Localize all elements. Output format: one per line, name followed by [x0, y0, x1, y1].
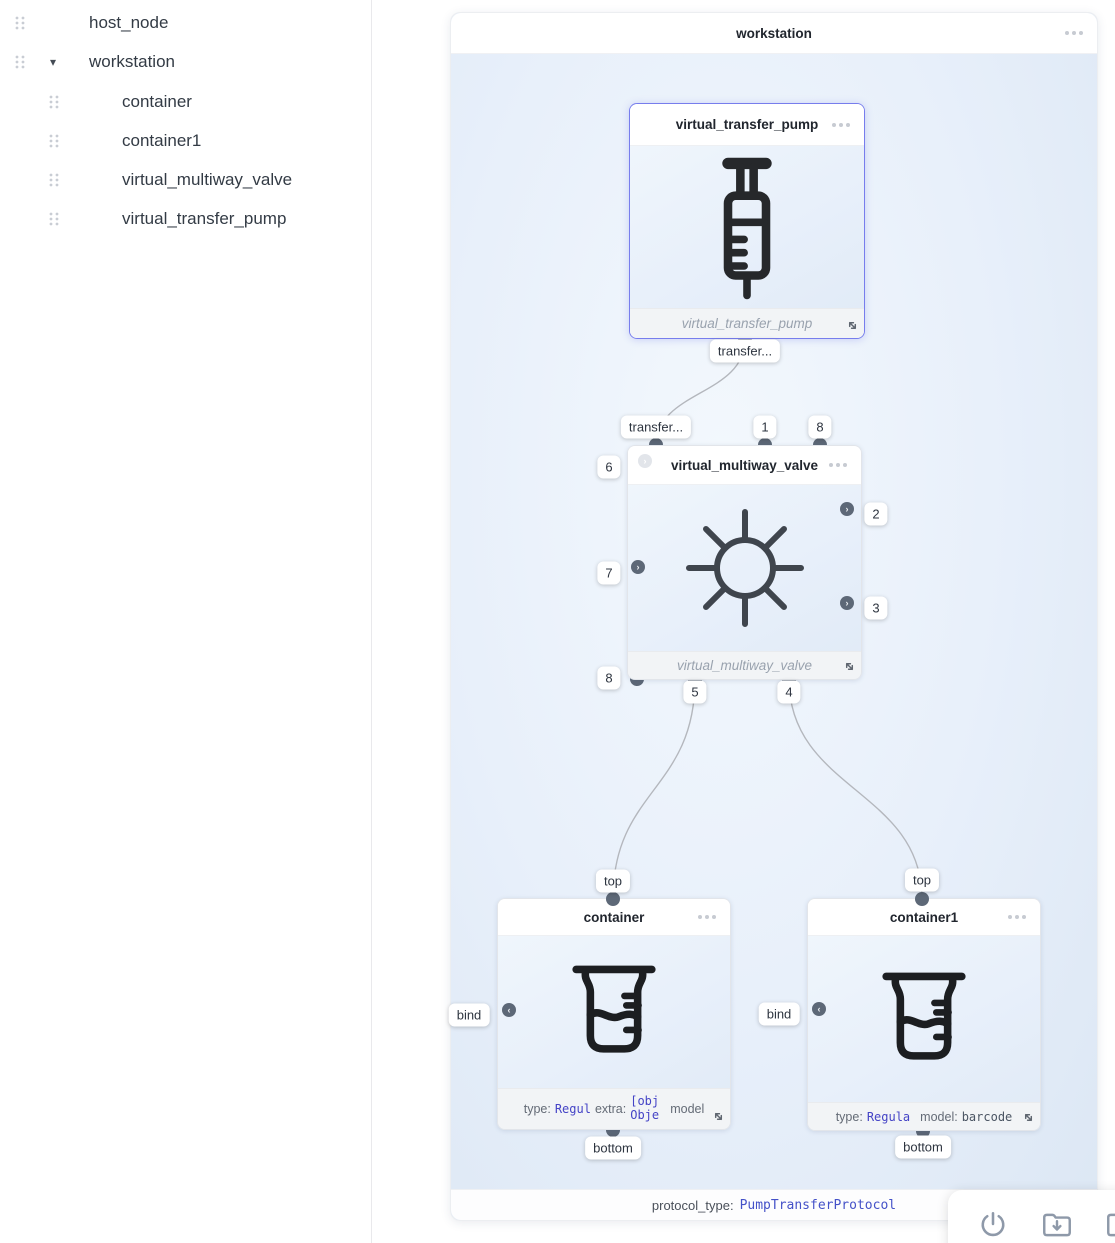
drag-handle-icon[interactable]	[14, 15, 26, 31]
pump-subtitle: virtual_transfer_pump	[681, 316, 813, 331]
tree-item-label[interactable]: workstation	[89, 52, 175, 71]
resize-diagonal-icon[interactable]	[846, 319, 859, 332]
valve-right-2-handle[interactable]: ›	[840, 502, 854, 516]
folder-export-icon	[1104, 1209, 1115, 1241]
port-label-container1-bottom: bottom	[895, 1136, 951, 1159]
container-bind-handle[interactable]: ‹	[502, 1003, 516, 1017]
pump-title: virtual_transfer_pump	[675, 117, 819, 132]
pump-body	[630, 145, 864, 310]
model-label: model	[670, 1102, 705, 1116]
model-label: model:	[920, 1109, 958, 1124]
tree-item-label[interactable]: virtual_multiway_valve	[122, 170, 293, 189]
port-label-valve-1: 1	[753, 416, 776, 439]
port-label-container-top: top	[596, 870, 630, 893]
container-top-handle[interactable]	[606, 892, 620, 906]
drag-handle-icon[interactable]	[48, 172, 60, 188]
pump-header	[630, 104, 864, 146]
tree-item-label[interactable]: container1	[122, 131, 202, 150]
ellipsis-menu-icon[interactable]	[1008, 915, 1026, 919]
ellipsis-menu-icon[interactable]	[698, 915, 716, 919]
port-label-valve-2: 2	[864, 503, 887, 526]
resize-diagonal-icon[interactable]	[1022, 1111, 1035, 1124]
drag-handle-icon[interactable]	[48, 211, 60, 227]
port-label-container-bottom: bottom	[585, 1137, 641, 1160]
syringe-icon	[699, 152, 795, 304]
port-label-valve-7: 7	[597, 562, 620, 585]
valve-footer	[628, 651, 861, 679]
node-virtual-transfer-pump[interactable]	[629, 103, 865, 339]
sidebar-tree	[0, 0, 372, 1243]
workstation-title: workstation	[736, 25, 812, 41]
container-fields	[498, 1095, 730, 1123]
resize-diagonal-icon[interactable]	[843, 660, 856, 673]
port-label-container1-bind: bind	[759, 1003, 800, 1026]
tree-item-virtual-multiway-valve[interactable]	[0, 165, 371, 195]
type-label: type:	[523, 1102, 551, 1116]
power-button[interactable]	[976, 1208, 1010, 1242]
power-icon	[977, 1209, 1009, 1241]
drag-handle-icon[interactable]	[48, 133, 60, 149]
port-label-valve-8-bottom: 8	[597, 667, 620, 690]
drag-handle-icon[interactable]	[14, 54, 26, 70]
type-value: Regul	[554, 1102, 591, 1116]
model-value: barcode	[961, 1109, 1013, 1124]
folder-download-icon	[1040, 1209, 1074, 1241]
port-label-container-bind: bind	[449, 1004, 490, 1027]
container1-body	[808, 935, 1040, 1103]
pump-footer	[630, 308, 864, 338]
type-label: type:	[835, 1109, 863, 1124]
valve-header-port-handle[interactable]: ›	[638, 454, 652, 468]
extra-label: extra:	[594, 1102, 627, 1116]
import-button[interactable]	[1040, 1208, 1074, 1242]
canvas-toolbar	[948, 1190, 1115, 1243]
port-label-valve-5: 5	[683, 681, 706, 704]
container-title: container	[583, 909, 645, 925]
container1-title: container1	[889, 909, 959, 925]
port-label-container1-top: top	[905, 869, 939, 892]
port-label-valve-8-top: 8	[808, 416, 831, 439]
container-body	[498, 935, 730, 1089]
node-container1[interactable]	[807, 898, 1041, 1131]
port-label-valve-3: 3	[864, 597, 887, 620]
ellipsis-menu-icon[interactable]	[1065, 31, 1083, 35]
protocol-type-label: protocol_type:	[651, 1197, 734, 1213]
node-virtual-multiway-valve[interactable]	[627, 445, 862, 680]
valve-subtitle: virtual_multiway_valve	[676, 658, 813, 673]
type-value: Regula	[866, 1109, 911, 1124]
port-label-valve-transfer: transfer...	[621, 416, 691, 439]
resize-diagonal-icon[interactable]	[712, 1110, 725, 1123]
tree-item-container[interactable]	[0, 87, 371, 117]
tree-item-container1[interactable]	[0, 126, 371, 156]
port-label-pump-transfer: transfer...	[710, 340, 780, 363]
valve-body	[628, 484, 861, 652]
container1-footer	[808, 1102, 1040, 1130]
container1-bind-handle[interactable]: ‹	[812, 1002, 826, 1016]
container1-top-handle[interactable]	[915, 892, 929, 906]
tree-item-label[interactable]: virtual_transfer_pump	[122, 209, 287, 228]
export-button[interactable]	[1104, 1208, 1115, 1242]
valve-header	[628, 446, 861, 485]
port-label-valve-6: 6	[597, 456, 620, 479]
container-footer	[498, 1088, 730, 1129]
tree-item-label[interactable]: container	[122, 92, 192, 111]
drag-handle-icon[interactable]	[48, 94, 60, 110]
container1-fields	[808, 1110, 1040, 1124]
beaker-icon	[564, 960, 664, 1064]
tree-item-host-node[interactable]	[0, 8, 371, 38]
tree-item-virtual-transfer-pump[interactable]	[0, 204, 371, 234]
valve-left-7-handle[interactable]: ›	[631, 560, 645, 574]
tree-item-workstation[interactable]	[0, 47, 371, 77]
multiway-valve-icon	[683, 506, 807, 630]
beaker-icon	[874, 967, 974, 1071]
protocol-type-value: PumpTransferProtocol	[739, 1197, 897, 1213]
port-label-valve-4: 4	[777, 681, 800, 704]
ellipsis-menu-icon[interactable]	[832, 123, 850, 127]
valve-right-3-handle[interactable]: ›	[840, 596, 854, 610]
node-container[interactable]	[497, 898, 731, 1130]
tree-item-label[interactable]: host_node	[89, 13, 169, 32]
workstation-header	[451, 13, 1097, 54]
valve-title: virtual_multiway_valve	[670, 457, 819, 473]
extra-value: [obj Obje	[630, 1095, 660, 1122]
caret-down-icon[interactable]: ▾	[50, 55, 57, 69]
ellipsis-menu-icon[interactable]	[829, 463, 847, 467]
